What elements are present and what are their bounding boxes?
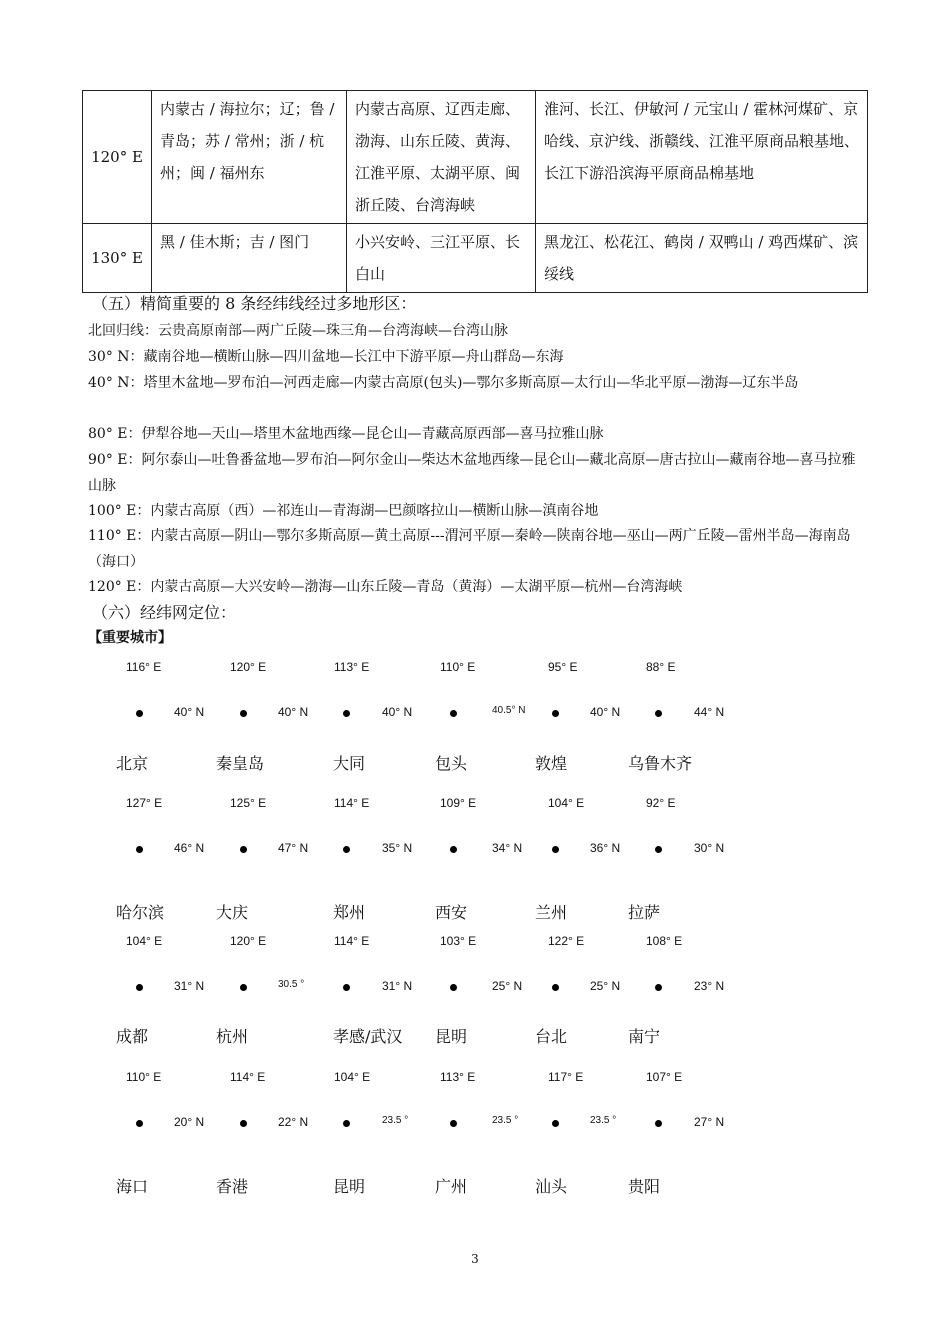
longitude-label: 104° E xyxy=(334,1070,371,1084)
city-name: 杭州 xyxy=(216,1027,249,1046)
city-dot xyxy=(552,710,559,717)
city-dot xyxy=(240,846,247,853)
city-name: 广州 xyxy=(435,1177,468,1196)
longitude-label: 108° E xyxy=(646,934,683,948)
longitude-label: 110° E xyxy=(440,660,476,674)
longitude-label: 104° E xyxy=(548,796,585,810)
city-name: 孝感/武汉 xyxy=(333,1027,403,1046)
longitude-label: 122° E xyxy=(548,934,585,948)
latitude-label: 30.5 ° xyxy=(278,979,305,990)
city-dot xyxy=(450,1120,457,1127)
city-name: 大同 xyxy=(333,754,366,773)
latitude-label: 44° N xyxy=(694,705,725,719)
longitude-label: 103° E xyxy=(440,934,477,948)
latitude-label: 40° N xyxy=(174,705,205,719)
latlng-line: 40° N：塔里木盆地—罗布泊—河西走廊—内蒙古高原(包头)—鄂尔多斯高原—太行山—华北平原—渤海—辽东半岛 xyxy=(88,375,799,391)
city-dot xyxy=(136,1120,143,1127)
latitude-label: 22° N xyxy=(278,1115,309,1129)
latlng-line: 90° E：阿尔泰山—吐鲁番盆地—罗布泊—阿尔金山—柴达木盆地西缘—昆仑山—藏北高原—唐古拉山—藏南谷地—喜马拉雅山脉 xyxy=(88,452,856,494)
latlng-line: 120° E：内蒙古高原—大兴安岭—渤海—山东丘陵—青岛（黄海）—太湖平原—杭州—台湾海峡 xyxy=(88,579,683,595)
latitude-label: 46° N xyxy=(174,841,205,855)
city-dot xyxy=(343,846,350,853)
longitude-label: 104° E xyxy=(126,934,163,948)
latitude-label: 47° N xyxy=(278,841,309,855)
longitude-label: 125° E xyxy=(230,796,267,810)
longitude-label: 95° E xyxy=(548,660,578,674)
city-dot xyxy=(450,710,457,717)
latitude-label: 35° N xyxy=(382,841,413,855)
latitude-label: 23.5 ° xyxy=(590,1115,617,1126)
longitude-cell: 130° E xyxy=(83,224,152,293)
city-dot xyxy=(655,710,662,717)
longitude-cell: 120° E xyxy=(83,91,152,224)
city-dot xyxy=(136,710,143,717)
city-dot xyxy=(343,984,350,991)
page-number: 3 xyxy=(471,1252,479,1266)
city-name: 西安 xyxy=(435,903,468,922)
city-dot xyxy=(240,710,247,717)
city-name: 包头 xyxy=(435,754,468,773)
city-dot xyxy=(343,710,350,717)
latlng-line: 110° E：内蒙古高原—阴山—鄂尔多斯高原—黄土高原---渭河平原—秦岭—陕南谷地—巫山—两广丘陵—雷州半岛—海南岛（海口） xyxy=(88,528,851,570)
city-name: 海口 xyxy=(116,1177,149,1196)
latlng-line: 100° E：内蒙古高原（西）—祁连山—青海湖—巴颜喀拉山—横断山脉—滇南谷地 xyxy=(88,503,599,519)
city-name: 大庆 xyxy=(216,903,249,922)
table-row xyxy=(83,224,868,293)
city-name: 郑州 xyxy=(333,903,366,922)
city-dot xyxy=(655,846,662,853)
city-name: 秦皇岛 xyxy=(216,754,265,773)
longitude-label: 120° E xyxy=(230,660,267,674)
latlng-line: 北回归线：云贵高原南部—两广丘陵—珠三角—台湾海峡—台湾山脉 xyxy=(88,323,508,339)
latitude-label: 25° N xyxy=(492,979,523,993)
city-name: 昆明 xyxy=(333,1177,366,1196)
longitude-table xyxy=(82,90,868,293)
latitude-label: 40° N xyxy=(278,705,309,719)
features-cell: 淮河、长江、伊敏河 / 元宝山 / 霍林河煤矿、京哈线、京沪线、浙赣线、江淮平原商品粮基地、长江下游沿滨海平原商品棉基地 xyxy=(536,91,868,224)
city-name: 兰州 xyxy=(535,903,568,922)
latitude-label: 34° N xyxy=(492,841,523,855)
city-name: 香港 xyxy=(216,1177,249,1196)
latitude-label: 20° N xyxy=(174,1115,205,1129)
provinces-cell: 黑 / 佳木斯；吉 / 图门 xyxy=(152,224,347,293)
latitude-label: 40° N xyxy=(382,705,413,719)
city-name: 贵阳 xyxy=(628,1177,661,1196)
landforms-cell: 小兴安岭、三江平原、长白山 xyxy=(347,224,536,293)
latlng-line: 80° E：伊犁谷地—天山—塔里木盆地西缘—昆仑山—青藏高原西部—喜马拉雅山脉 xyxy=(88,426,604,442)
longitude-label: 92° E xyxy=(646,796,676,810)
latitude-label: 27° N xyxy=(694,1115,725,1129)
longitude-label: 107° E xyxy=(646,1070,683,1084)
longitude-label: 114° E xyxy=(230,1070,266,1084)
latitude-label: 23.5 ° xyxy=(492,1115,519,1126)
city-name: 南宁 xyxy=(628,1027,661,1046)
city-dot xyxy=(240,984,247,991)
latitude-label: 36° N xyxy=(590,841,621,855)
provinces-cell: 内蒙古 / 海拉尔；辽；鲁 / 青岛；苏 / 常州；浙 / 杭州；闽 / 福州东 xyxy=(152,91,347,224)
longitude-label: 88° E xyxy=(646,660,676,674)
city-name: 北京 xyxy=(116,754,149,773)
city-dot xyxy=(655,1120,662,1127)
city-name: 成都 xyxy=(116,1027,149,1046)
city-dot xyxy=(655,984,662,991)
longitude-label: 110° E xyxy=(126,1070,162,1084)
longitude-label: 113° E xyxy=(440,1070,476,1084)
latitude-label: 23° N xyxy=(694,979,725,993)
features-cell: 黑龙江、松花江、鹤岗 / 双鸭山 / 鸡西煤矿、滨绥线 xyxy=(536,224,868,293)
section-6-heading: （六）经纬网定位： xyxy=(92,603,237,622)
longitude-label: 114° E xyxy=(334,796,370,810)
latitude-label: 40° N xyxy=(590,705,621,719)
landforms-cell: 内蒙古高原、辽西走廊、渤海、山东丘陵、黄海、江淮平原、太湖平原、闽浙丘陵、台湾海峡 xyxy=(347,91,536,224)
latitude-label: 30° N xyxy=(694,841,725,855)
city-name: 乌鲁木齐 xyxy=(628,754,693,773)
longitude-label: 117° E xyxy=(548,1070,584,1084)
city-dot xyxy=(240,1120,247,1127)
city-dot xyxy=(552,846,559,853)
longitude-label: 120° E xyxy=(230,934,267,948)
city-dot xyxy=(136,846,143,853)
latitude-label: 40.5° N xyxy=(492,705,526,716)
longitude-label: 116° E xyxy=(126,660,162,674)
city-name: 台北 xyxy=(535,1027,568,1046)
latlng-line: 30° N：藏南谷地—横断山脉—四川盆地—长江中下游平原—舟山群岛—东海 xyxy=(88,349,564,365)
city-dot xyxy=(450,846,457,853)
longitude-label: 113° E xyxy=(334,660,370,674)
city-name: 汕头 xyxy=(535,1177,568,1196)
latitude-label: 31° N xyxy=(174,979,205,993)
latitude-label: 25° N xyxy=(590,979,621,993)
city-dot xyxy=(552,984,559,991)
city-name: 拉萨 xyxy=(628,903,661,922)
city-name: 昆明 xyxy=(435,1027,468,1046)
longitude-label: 109° E xyxy=(440,796,477,810)
city-dot xyxy=(552,1120,559,1127)
city-name: 哈尔滨 xyxy=(116,903,165,922)
city-dot xyxy=(450,984,457,991)
city-dot xyxy=(343,1120,350,1127)
important-cities-heading: 【重要城市】 xyxy=(88,630,172,646)
longitude-label: 114° E xyxy=(334,934,370,948)
latitude-label: 31° N xyxy=(382,979,413,993)
section-5-heading: （五）精简重要的 8 条经纬线经过多地形区： xyxy=(92,294,417,313)
table-row xyxy=(83,91,868,224)
city-dot xyxy=(136,984,143,991)
longitude-label: 127° E xyxy=(126,796,163,810)
latitude-label: 23.5 ° xyxy=(382,1115,409,1126)
city-name: 敦煌 xyxy=(535,754,568,773)
